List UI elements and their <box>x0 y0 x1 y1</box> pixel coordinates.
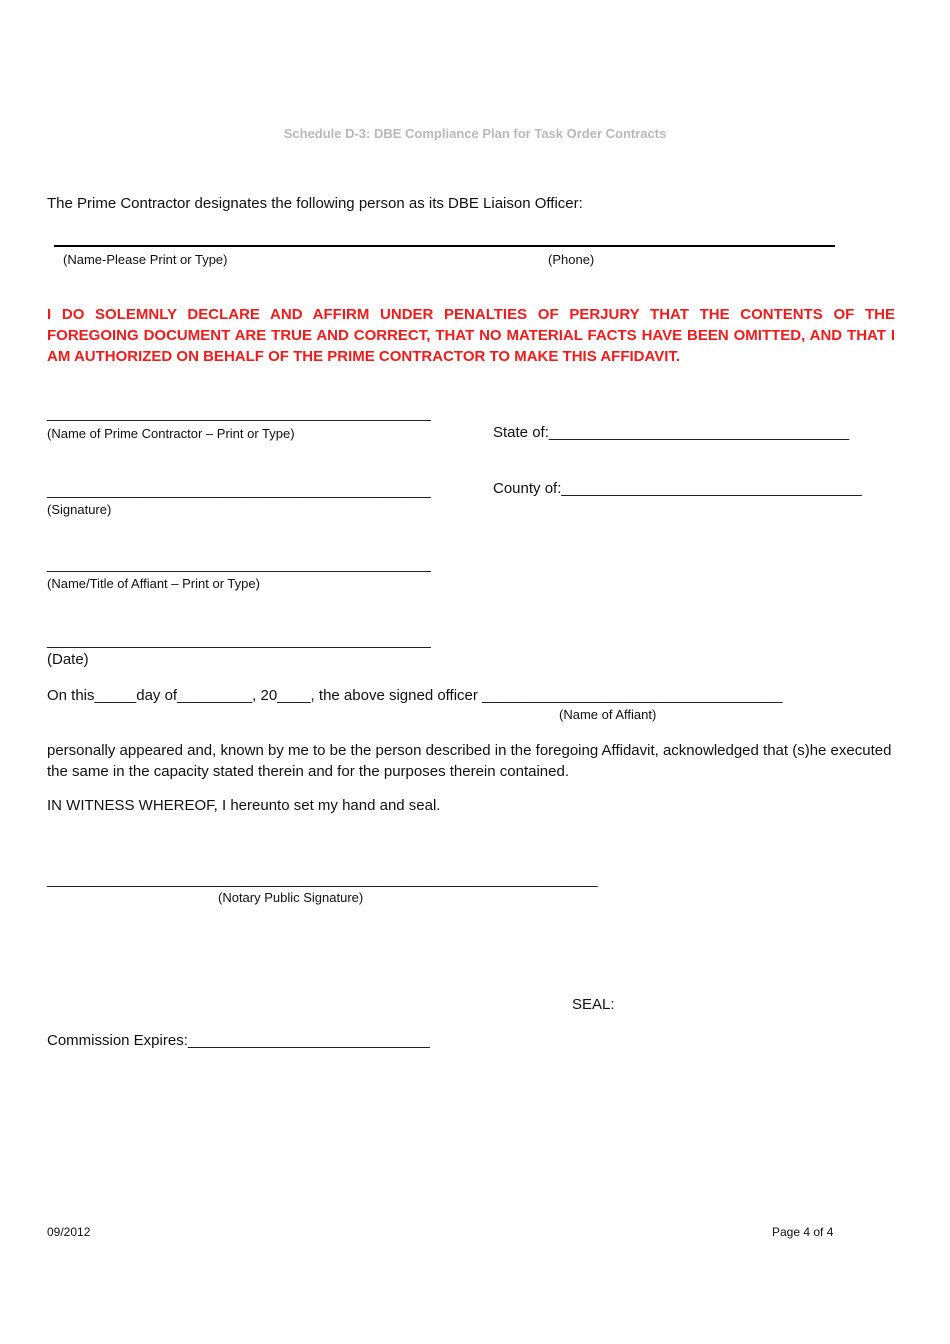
date-line[interactable]: ______________________________________________ <box>47 632 431 649</box>
contractor-name-line[interactable]: ______________________________________________ <box>47 405 431 422</box>
affiant-name-sublabel: (Name of Affiant) <box>559 707 657 722</box>
affiant-name-line[interactable]: ______________________________________________ <box>47 556 431 573</box>
notary-signature-label: (Notary Public Signature) <box>218 890 364 905</box>
signature-line[interactable]: ______________________________________________ <box>47 482 431 499</box>
state-field[interactable]: State of:____________________________________ <box>493 424 850 441</box>
liaison-phone-label: (Phone) <box>548 252 595 267</box>
perjury-declaration: I DO SOLEMNLY DECLARE AND AFFIRM UNDER PENALTIES OF PERJURY THAT THE CONTENTS OF THE FOREGOING DOCUMENT ARE TRUE AND CORRECT, THAT NO MATERIAL FACTS HAVE BEEN OMITTED, AND THAT I AM AUTHORIZED ON BEHALF OF THE PRIME CONTRACTOR TO MAKE THIS AFFIDAVIT. <box>47 306 895 365</box>
date-label: (Date) <box>47 651 89 668</box>
signature-label: (Signature) <box>47 502 112 517</box>
appearance-paragraph: personally appeared and, known by me to be the person described in the foregoing Affidavit, acknowledged that (s)he executed the same in the capacity stated therein and for the purposes therein contained. <box>47 742 892 780</box>
seal-label: SEAL: <box>572 996 615 1013</box>
commission-expires-field[interactable]: Commission Expires:_____________________________ <box>47 1032 430 1049</box>
notary-signature-line[interactable]: __________________________________________________________________ <box>47 871 598 888</box>
footer-page-number: Page 4 of 4 <box>772 1225 834 1239</box>
liaison-entry-line[interactable] <box>54 245 835 247</box>
affiant-name-label: (Name/Title of Affiant – Print or Type) <box>47 576 260 591</box>
witness-statement: IN WITNESS WHEREOF, I hereunto set my hand and seal. <box>47 797 441 814</box>
liaison-intro: The Prime Contractor designates the following person as its DBE Liaison Officer: <box>47 195 583 212</box>
on-this-day-line[interactable]: On this_____day of_________, 20____, the above signed officer ____________________________________ <box>47 687 783 704</box>
liaison-name-label: (Name-Please Print or Type) <box>63 252 228 267</box>
page-header-title: Schedule D-3: DBE Compliance Plan for Task Order Contracts <box>283 126 667 141</box>
footer-date: 09/2012 <box>47 1225 91 1239</box>
contractor-name-label: (Name of Prime Contractor – Print or Type) <box>47 426 295 441</box>
county-field[interactable]: County of:____________________________________ <box>493 480 862 497</box>
